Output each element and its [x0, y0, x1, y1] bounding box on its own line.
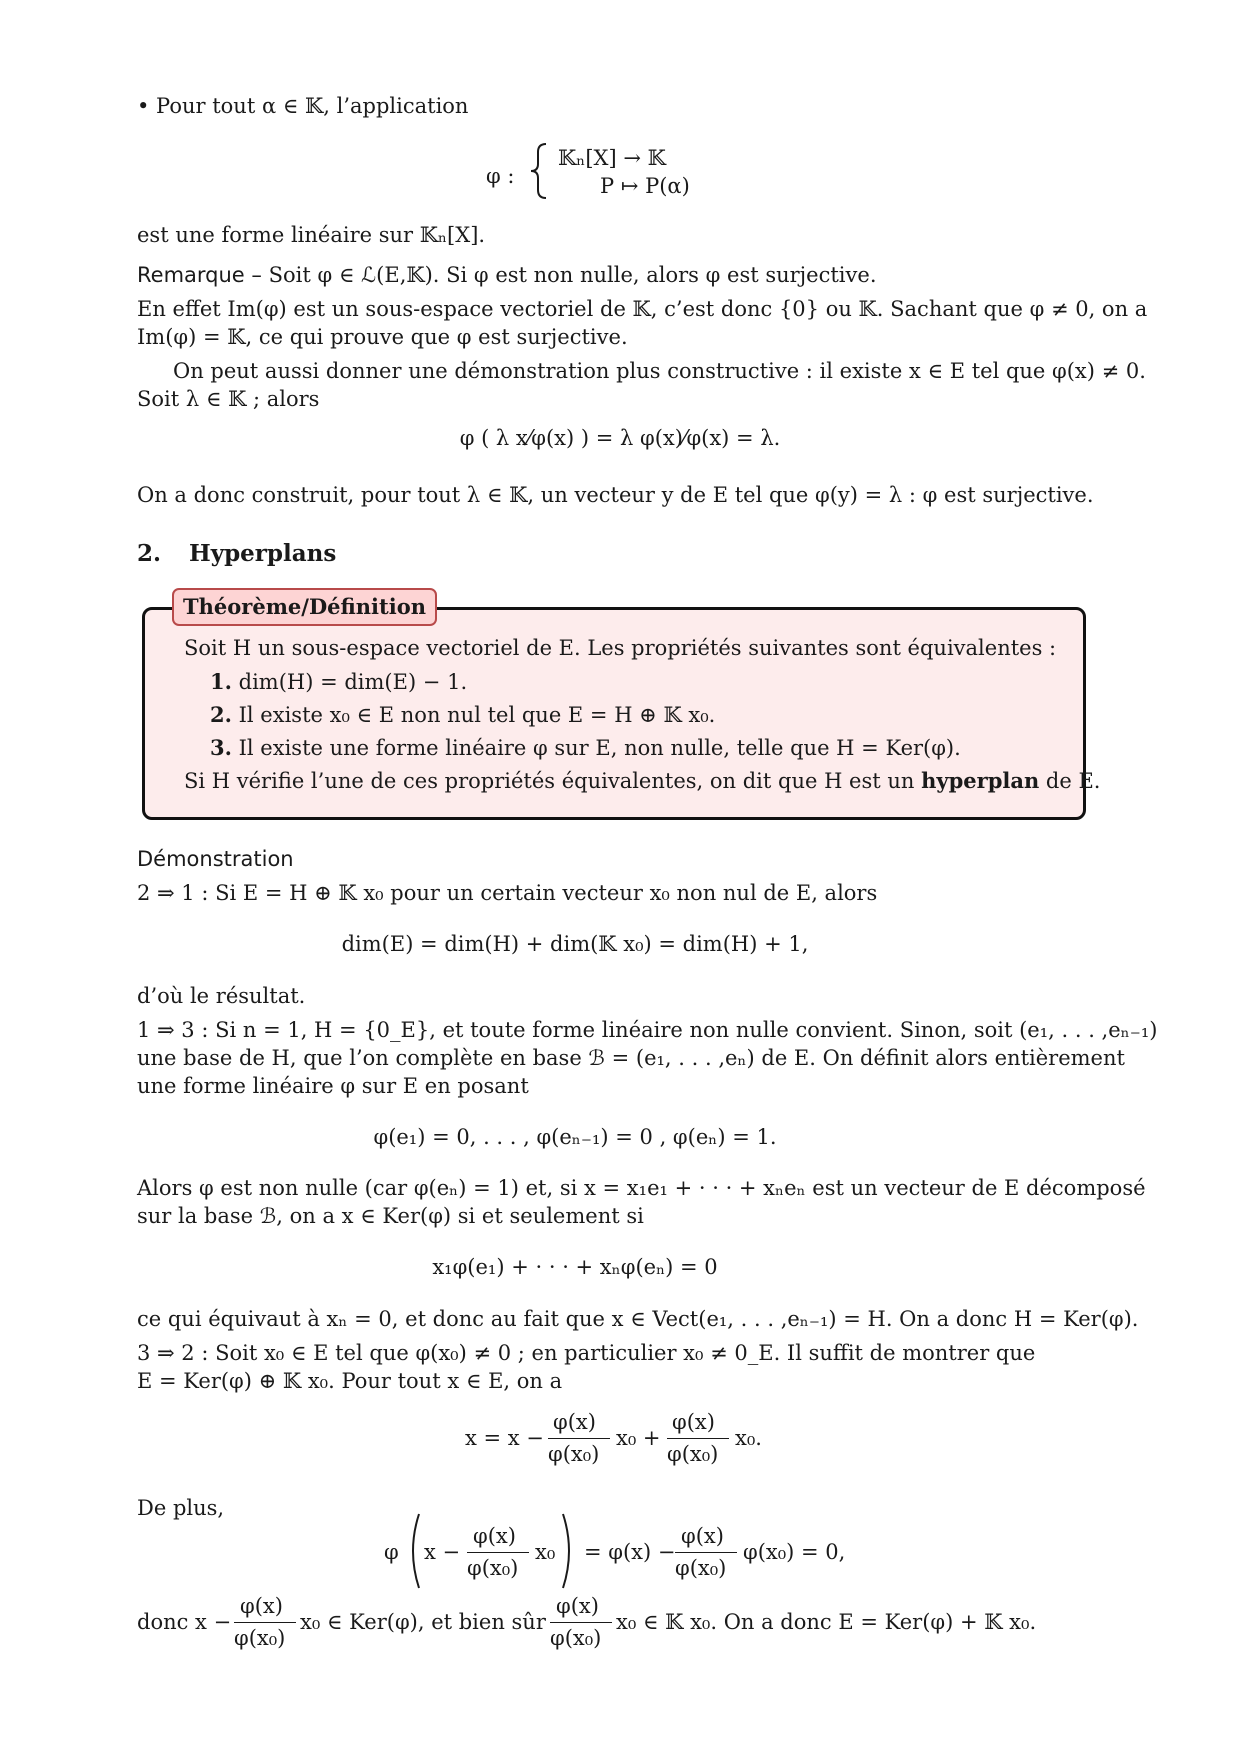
f5-paren-left: [404, 1512, 422, 1590]
proof-label: Démonstration: [137, 847, 294, 871]
f5-num-2: φ(x): [681, 1524, 724, 1548]
theorem-tab: Théorème/Définition: [172, 588, 437, 626]
remark-label: Remarque –: [137, 263, 262, 287]
p12-num-2: φ(x): [556, 1594, 599, 1618]
theorem-item-3: 3. Il existe une forme linéaire φ sur E, non nulle, telle que H = Ker(φ).: [210, 735, 961, 760]
f5-den-1: φ(x₀): [467, 1556, 519, 1580]
f5-den-2: φ(x₀): [675, 1556, 727, 1580]
map-brace: [528, 142, 550, 200]
f5-num-1: φ(x): [473, 1524, 516, 1548]
proof-p6: Alors φ est non nulle (car φ(eₙ) = 1) et, si x = x₁e₁ + · · · + xₙeₙ est un vecteur de E décomposé: [137, 1176, 1146, 1200]
remark-formula: φ ( λ x⁄φ(x) ) = λ φ(x)⁄φ(x) = λ.: [459, 426, 781, 450]
remark-line-6: On a donc construit, pour tout λ ∈ 𝕂, un vecteur y de E tel que φ(y) = λ : φ est surjective.: [137, 483, 1094, 507]
theorem-last-line: Si H vérifie l’une de ces propriétés équivalentes, on dit que H est un hyperplan de E.: [184, 768, 1101, 793]
proof-p1: 2 ⇒ 1 : Si E = H ⊕ 𝕂 x₀ pour un certain vecteur x₀ non nul de E, alors: [137, 881, 878, 905]
hyperplan-term: hyperplan: [921, 768, 1040, 793]
proof-p10: E = Ker(φ) ⊕ 𝕂 x₀. Pour tout x ∈ E, on a: [137, 1369, 563, 1393]
theorem-item-2: 2. Il existe x₀ ∈ E non nul tel que E = H ⊕ 𝕂 x₀.: [210, 702, 716, 727]
p12-num-1: φ(x): [240, 1594, 283, 1618]
document-page: • Pour tout α ∈ 𝕂, l’application φ : 𝕂ₙ[X] → 𝕂 P ↦ P(α) est une forme linéaire sur 𝕂ₙ[X]. Remarque – Soit φ ∈ ℒ(E,𝕂). Si φ est non nulle, alors φ est surjective. En effet Im(φ) est un sous-espace vectoriel de 𝕂, c’est donc {0} ou 𝕂. Sachant que φ ≠ 0, on a Im(φ) = 𝕂, ce qui prouve que φ est surjective. On peut aussi donner une démonstration plus constructive : il existe x ∈ E tel que φ(x) ≠ 0. Soit λ ∈ 𝕂 ; alors φ ( λ x⁄φ(x) ) = λ φ(x)⁄φ(x) = λ. On a donc construit, pour tout λ ∈ 𝕂, un vecteur y de E tel que φ(y) = λ : φ est surjective. 2. Hyperplans Théorème/Définition Soit H un sous-espace vectoriel de E. Les propriétés suivantes sont équivalentes : 1. dim(H) = dim(E) − 1. 2. Il existe x₀ ∈ E non nul tel que E = H ⊕ 𝕂 x₀. 3. Il existe une forme linéaire φ sur E, non nulle, telle que H = Ker(φ). Si H vérifie l’une de ces propriétés équivalentes, on dit que H est un hyperplan de E. Démonstration 2 ⇒ 1 : Si E = H ⊕ 𝕂 x₀ pour un certain vecteur x₀ non nul de E, alors dim(E) = dim(H) + dim(𝕂 x₀) = dim(H) + 1, d’où le résultat. 1 ⇒ 3 : Si n = 1, H = {0_E}, et toute forme linéaire non nulle convient. Sinon, soit (e₁, . . . ,eₙ₋₁) une base de H, que l’on complète en base ℬ = (e₁, . . . ,eₙ) de E. On définit alors entièrement une forme linéaire φ sur E en posant φ(e₁) = 0, . . . , φ(eₙ₋₁) = 0 , φ(eₙ) = 1. Alors φ est non nulle (car φ(eₙ) = 1) et, si x = x₁e₁ + · · · + xₙeₙ est un vecteur de E décomposé sur la base ℬ, on a x ∈ Ker(φ) si et seulement si x₁φ(e₁) + · · · + xₙφ(eₙ) = 0 ce qui équivaut à xₙ = 0, et donc au fait que x ∈ Vect(e₁, . . . ,eₙ₋₁) = H. On a donc H = Ker(φ). 3 ⇒ 2 : Soit x₀ ∈ E tel que φ(x₀) ≠ 0 ; en particulier x₀ ≠ 0_E. Il suffit de montrer que E = Ker(φ) ⊕ 𝕂 x₀. Pour tout x ∈ E, on a x = x − φ(x) φ(x₀) x₀ + φ(x) φ(x₀) x₀. De plus, φ x − φ(x) φ(x₀) x₀ = φ(x) − φ(x) φ(x₀) φ(x₀) = 0, donc x − φ(x) φ(x₀) x₀ ∈ Ker(φ), et bien sûr φ(x) φ(x₀) x₀ ∈ 𝕂 x₀. On a donc E = Ker(φ) + 𝕂 x₀.: [0, 0, 1240, 1754]
remark-line-1: Remarque – Soit φ ∈ ℒ(E,𝕂). Si φ est non nulle, alors φ est surjective.: [137, 263, 877, 287]
f4-den-1: φ(x₀): [548, 1442, 600, 1466]
f4-bar-1: [548, 1438, 610, 1439]
p12-bar-1: [234, 1622, 296, 1623]
p12-bar-2: [550, 1622, 612, 1623]
f5-bar-1: [467, 1552, 529, 1553]
f4-bar-2: [667, 1438, 729, 1439]
proof-p7: sur la base ℬ, on a x ∈ Ker(φ) si et seulement si: [137, 1204, 644, 1228]
section-title: Hyperplans: [189, 540, 337, 567]
section-number: 2.: [137, 540, 162, 567]
theorem-item-1: 1. dim(H) = dim(E) − 1.: [210, 669, 468, 694]
f4-den-2: φ(x₀): [667, 1442, 719, 1466]
f5-paren-right: [560, 1512, 578, 1590]
bullet-conclusion: est une forme linéaire sur 𝕂ₙ[X].: [137, 223, 486, 247]
proof-p2: d’où le résultat.: [137, 984, 306, 1008]
f4-num-2: φ(x): [672, 1410, 715, 1434]
p12-den-2: φ(x₀): [550, 1626, 602, 1650]
proof-formula-3: x₁φ(e₁) + · · · + xₙφ(eₙ) = 0: [432, 1255, 718, 1279]
proof-p5: une forme linéaire φ sur E en posant: [137, 1074, 529, 1098]
remark-line-5: Soit λ ∈ 𝕂 ; alors: [137, 387, 320, 411]
map-label: φ :: [486, 164, 515, 188]
theorem-line-1: Soit H un sous-espace vectoriel de E. Les propriétés suivantes sont équivalentes :: [184, 636, 1057, 660]
proof-p4: une base de H, que l’on complète en base ℬ = (e₁, . . . ,eₙ) de E. On définit alors entièrement: [137, 1046, 1125, 1070]
remark-line-4: On peut aussi donner une démonstration plus constructive : il existe x ∈ E tel que φ(x) ≠ 0.: [173, 359, 1146, 383]
f4-num-1: φ(x): [553, 1410, 596, 1434]
proof-p11: De plus,: [137, 1496, 225, 1520]
remark-line-2: En effet Im(φ) est un sous-espace vectoriel de 𝕂, c’est donc {0} ou 𝕂. Sachant que φ ≠ 0, on a: [137, 297, 1148, 321]
section-heading: [137, 540, 336, 567]
proof-formula-2: φ(e₁) = 0, . . . , φ(eₙ₋₁) = 0 , φ(eₙ) = 1.: [373, 1125, 777, 1149]
proof-p9: 3 ⇒ 2 : Soit x₀ ∈ E tel que φ(x₀) ≠ 0 ; en particulier x₀ ≠ 0_E. Il suffit de montrer que: [137, 1341, 1036, 1365]
proof-p8: ce qui équivaut à xₙ = 0, et donc au fait que x ∈ Vect(e₁, . . . ,eₙ₋₁) = H. On a donc H = Ker(φ).: [137, 1307, 1139, 1331]
bullet-intro: • Pour tout α ∈ 𝕂, l’application: [137, 94, 469, 118]
map-row-1: 𝕂ₙ[X] → 𝕂: [558, 146, 666, 170]
p12-den-1: φ(x₀): [234, 1626, 286, 1650]
proof-p3: 1 ⇒ 3 : Si n = 1, H = {0_E}, et toute forme linéaire non nulle convient. Sinon, soit (e₁, . . . ,eₙ₋₁): [137, 1018, 1158, 1042]
f5-bar-2: [675, 1552, 737, 1553]
map-row-2: P ↦ P(α): [600, 174, 690, 198]
remark-line-3: Im(φ) = 𝕂, ce qui prouve que φ est surjective.: [137, 325, 628, 349]
proof-formula-1: dim(E) = dim(H) + dim(𝕂 x₀) = dim(H) + 1,: [341, 932, 809, 956]
